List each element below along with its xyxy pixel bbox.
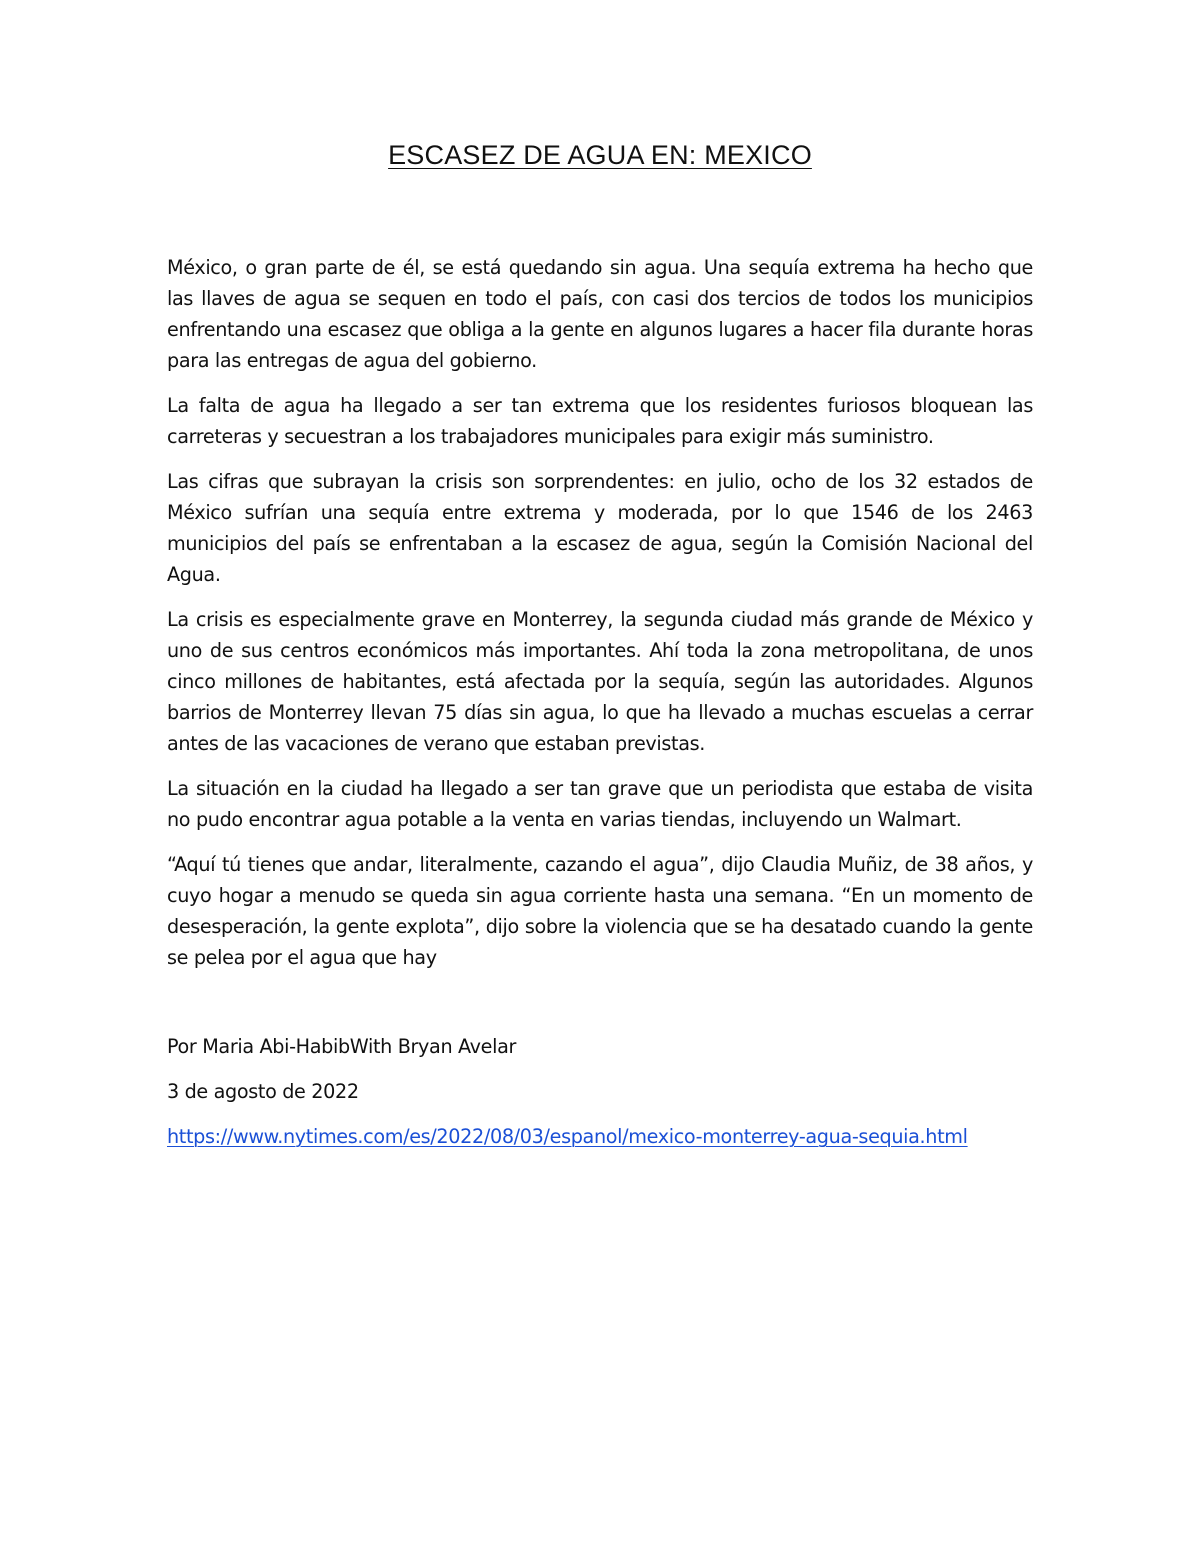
- paragraph-3: Las cifras que subrayan la crisis son sorprendentes: en julio, ocho de los 32 estados de México sufrían una sequía entre extrema y moderada, por lo que 1546 de los 2463 municipios del país se enfrentaban a la escasez de agua, según la Comisión Nacional del Agua.: [167, 470, 1033, 586]
- source-link[interactable]: https://www.nytimes.com/es/2022/08/03/espanol/mexico-monterrey-agua-sequia.html: [167, 1125, 968, 1148]
- publication-date: 3 de agosto de 2022: [167, 1080, 359, 1103]
- document-title: ESCASEZ DE AGUA EN: MEXICO: [388, 140, 812, 170]
- paragraph-4: La crisis es especialmente grave en Monterrey, la segunda ciudad más grande de México y uno de sus centros económicos más importantes. Ahí toda la zona metropolitana, de unos cinco millones de habitantes, está afectada por la sequía, según las autoridades. Algunos barrios de Monterrey llevan 75 días sin agua, lo que ha llevado a muchas escuelas a cerrar antes de las vacaciones de verano que estaban previstas.: [167, 608, 1033, 755]
- paragraph-2: La falta de agua ha llegado a ser tan extrema que los residentes furiosos bloquean las carreteras y secuestran a los trabajadores municipales para exigir más suministro.: [167, 394, 1033, 448]
- source-link-container: [167, 1121, 1033, 1152]
- paragraph-1: México, o gran parte de él, se está quedando sin agua. Una sequía extrema ha hecho que las llaves de agua se sequen en todo el país, con casi dos tercios de todos los municipios enfrentando una escasez que obliga a la gente en algunos lugares a hacer fila durante horas para las entregas de agua del gobierno.: [167, 256, 1033, 372]
- paragraph-5: La situación en la ciudad ha llegado a ser tan grave que un periodista que estaba de visita no pudo encontrar agua potable a la venta en varias tiendas, incluyendo un Walmart.: [167, 777, 1033, 831]
- byline: Por Maria Abi-HabibWith Bryan Avelar: [167, 1035, 517, 1058]
- document-body: [167, 252, 1033, 1166]
- paragraph-6: “Aquí tú tienes que andar, literalmente, cazando el agua”, dijo Claudia Muñiz, de 38 años, y cuyo hogar a menudo se queda sin agua corriente hasta una semana. “En un momento de desesperación, la gente explota”, dijo sobre la violencia que se ha desatado cuando la gente se pelea por el agua que hay: [167, 853, 1033, 969]
- spacer: [167, 987, 1033, 1031]
